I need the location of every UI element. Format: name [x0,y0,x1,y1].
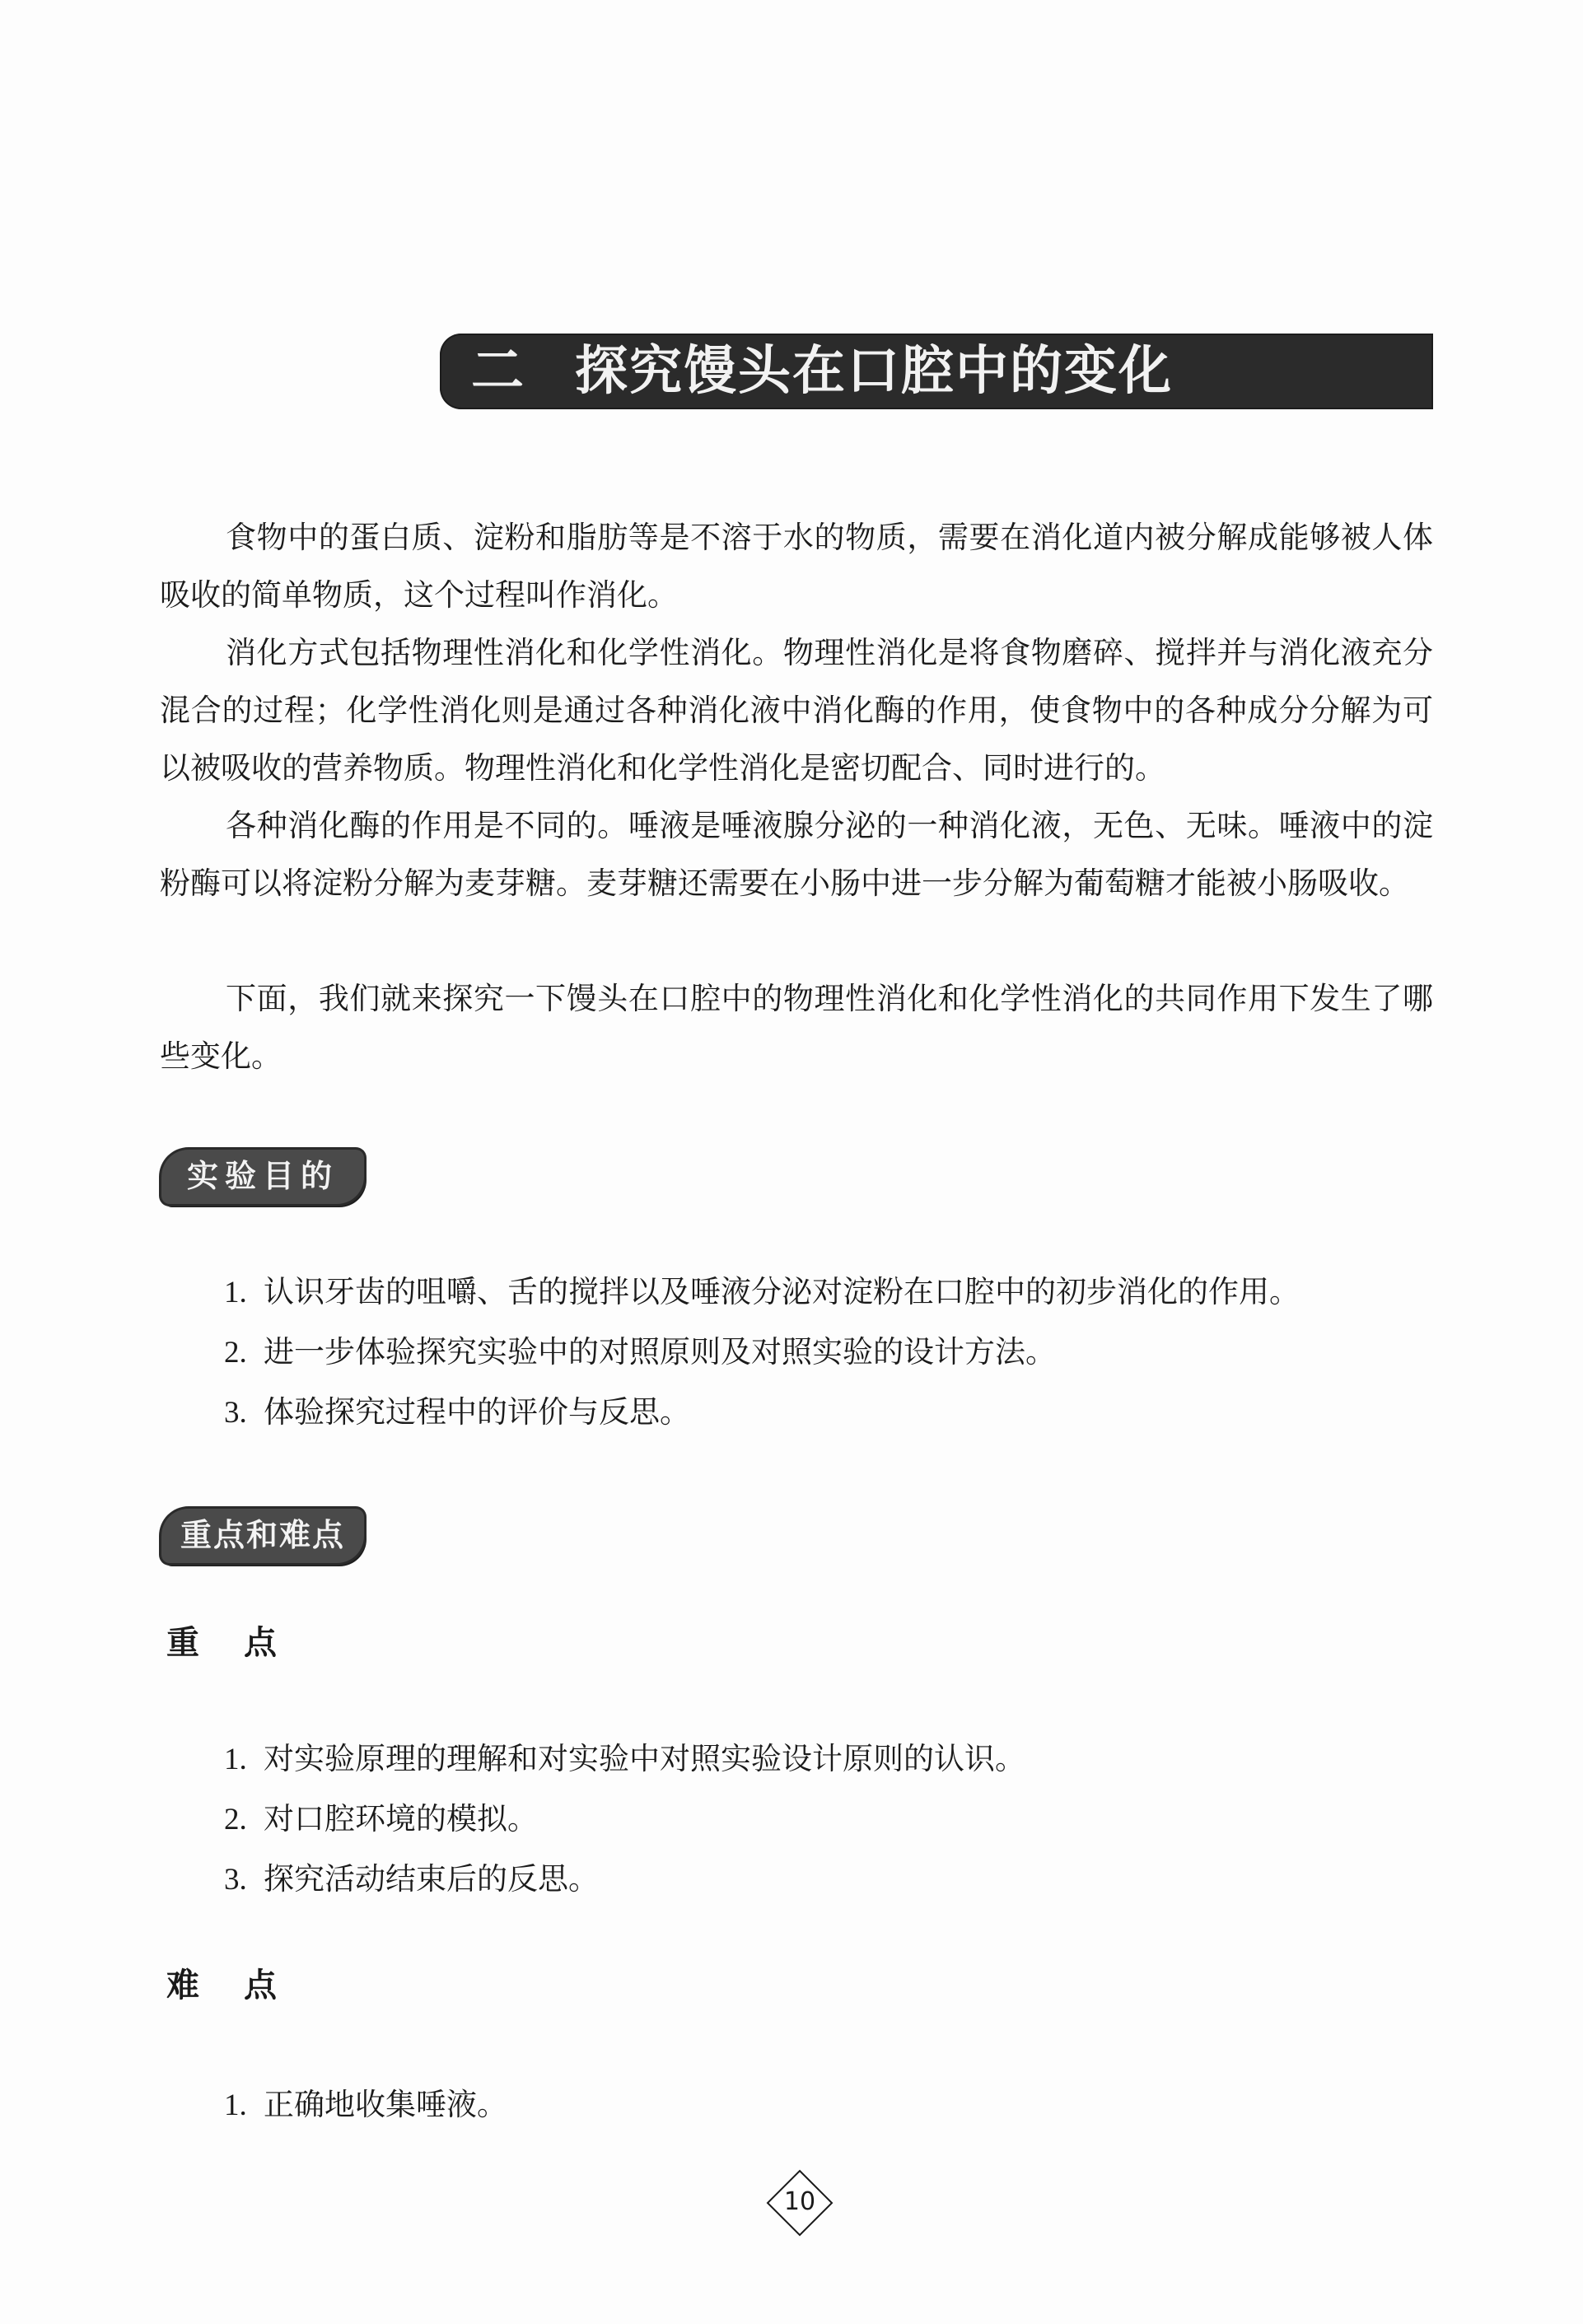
list-item-text: 体验探究过程中的评价与反思。 [264,1394,690,1430]
focus-list [224,1729,1025,1910]
list-item-text: 正确地收集唾液。 [264,2087,507,2122]
section-badge-purpose [161,1150,364,1204]
section-badge-label: 实验目的 [186,1158,339,1194]
difficult-list [224,2075,507,2135]
focus-heading: 重点 [166,1624,321,1662]
section-badge-label: 重点和难点 [180,1517,345,1553]
list-item-text: 探究活动结束后的反思。 [264,1861,599,1897]
list-item [224,1850,1025,1910]
chapter-number: 二 [471,340,527,402]
list-item-number: 1. [224,2088,247,2122]
page-number: 10 [783,2187,816,2216]
list-item-number: 2. [224,1336,247,1370]
list-item-number: 2. [224,1803,247,1836]
list-item-number: 3. [224,1863,247,1897]
list-item [224,1729,1025,1790]
purpose-list [224,1262,1300,1443]
paragraph: 各种消化酶的作用是不同的。唾液是唾液腺分泌的一种消化液，无色、无味。唾液中的淀粉酶可以将淀粉分解为麦芽糖。麦芽糖还需要在小肠中进一步分解为葡萄糖才能被小肠吸收。 [160,808,1433,901]
list-item-text: 认识牙齿的咀嚼、舌的搅拌以及唾液分泌对淀粉在口腔中的初步消化的作用。 [264,1274,1300,1309]
list-item-text: 对口腔环境的模拟。 [264,1801,538,1836]
list-item-number: 3. [224,1396,247,1430]
list-item [224,1790,1025,1850]
list-item-number: 1. [224,1276,247,1309]
chapter-title: 探究馒头在口腔中的变化 [575,340,1173,402]
paragraph: 食物中的蛋白质、淀粉和脂肪等是不溶于水的物质，需要在消化道内被分解成能够被人体吸收的简单物质，这个过程叫作消化。 [160,520,1433,613]
difficult-heading: 难点 [166,1967,321,2004]
section-badge-keypoints [161,1509,364,1563]
list-item [224,2075,507,2135]
paragraph: 消化方式包括物理性消化和化学性消化。物理性消化是将食物磨碎、搅拌并与消化液充分混合的过程；化学性消化则是通过各种消化液中消化酶的作用，使食物中的各种成分分解为可以被吸收的营养物质。物理性消化和化学性消化是密切配合、同时进行的。 [160,635,1433,786]
list-item [224,1262,1300,1323]
chapter-title-banner [440,334,1433,409]
paragraph: 下面，我们就来探究一下馒头在口腔中的物理性消化和化学性消化的共同作用下发生了哪些变化。 [160,981,1433,1074]
list-item [224,1383,1300,1443]
page-number-marker [766,2169,834,2237]
list-item [224,1323,1300,1383]
list-item-number: 1. [224,1743,247,1776]
list-item-text: 进一步体验探究实验中的对照原则及对照实验的设计方法。 [264,1334,1056,1370]
list-item-text: 对实验原理的理解和对实验中对照实验设计原则的认识。 [264,1741,1025,1776]
